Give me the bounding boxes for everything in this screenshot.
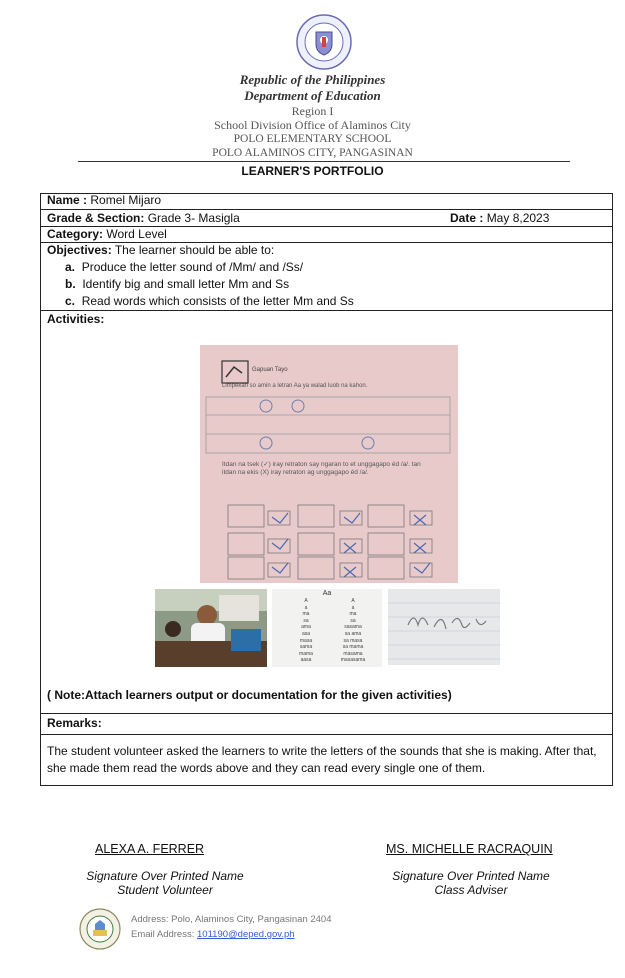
remarks-row (40, 713, 613, 734)
header-department: Department of Education (244, 88, 381, 103)
reading-card-title: Aa (322, 590, 332, 597)
note-text: ( Note:Attach learners output or documentation for the given activities) (47, 688, 452, 702)
note-row (40, 686, 613, 713)
category-row (40, 226, 613, 242)
right-caption-line-1: Signature Over Printed Name (392, 869, 550, 883)
student-volunteer-name: ALEXA A. FERRER (95, 842, 205, 856)
header-school: POLO ELEMENTARY SCHOOL (233, 133, 392, 145)
left-caption-line-2: Student Volunteer (117, 883, 213, 897)
reading-card-column: A a ma sa sasama sa ama sa masa sa mama masama masasama (340, 598, 366, 664)
reading-card-photo (272, 589, 382, 667)
objective-item: b. Identify big and small letter Mm and Ss (65, 277, 290, 291)
class-adviser-name: MS. MICHELLE RACRAQUIN (386, 842, 553, 856)
left-signature-caption (60, 869, 270, 897)
objectives-intro: The learner should be able to: (114, 243, 275, 257)
header-address: POLO ALAMINOS CITY, PANGASINAN (212, 147, 413, 159)
name-value: Romel Mijaro (90, 193, 162, 207)
remarks-label: Remarks: (47, 716, 102, 730)
category-label: Category: (47, 227, 104, 241)
remarks-content-row (40, 734, 613, 786)
classroom-photo (155, 589, 267, 667)
worksheet-instruction-1: Limpekan so amin a letran Aa ya walad luob na kahon. (222, 383, 368, 389)
left-caption-line-1: Signature Over Printed Name (86, 869, 244, 883)
date-value: May 8,2023 (486, 211, 550, 225)
header-division: School Division Office of Alaminos City (214, 118, 411, 132)
grade-value: Grade 3- Masigla (147, 211, 240, 225)
footer-email-label: Email Address: (131, 929, 195, 940)
header-divider (78, 161, 570, 162)
remarks-text: The student volunteer asked the learners to write the letters of the sounds that she is making. After that, she made them read the words above and they can read every single one of them. (47, 744, 597, 775)
worksheet-heading: Gapuan Tayo (252, 367, 288, 373)
objectives-label: Objectives: (47, 243, 112, 257)
grade-label: Grade & Section: (47, 211, 145, 225)
name-label: Name : (47, 193, 88, 207)
date-label: Date : (450, 211, 484, 225)
doc-title: LEARNER'S PORTFOLIO (241, 164, 384, 178)
activities-label: Activities: (47, 312, 105, 326)
objective-item: c. Read words which consists of the letter Mm and Ss (65, 294, 354, 308)
worksheet-instruction-2: Itdan na tsek (✓) iray retraton say ngaran to et unggagapo éd /a/. tan itdan na ekis (X) iray retraton ag unggagapo éd /a/. (222, 461, 421, 476)
footer-email-link[interactable]: 101190@deped.gov.ph (197, 929, 295, 940)
right-caption-line-2: Class Adviser (434, 883, 508, 897)
worksheet-photo (200, 345, 458, 583)
grade-row (40, 209, 613, 226)
deped-seal-logo (296, 14, 352, 70)
school-seal-logo (79, 908, 121, 950)
category-value: Word Level (106, 227, 167, 241)
handwriting-photo (388, 589, 500, 665)
reading-card-column: A a ma sa ama asa masa sama mama aasa (299, 598, 313, 664)
footer-email (131, 929, 295, 940)
header-republic: Republic of the Philippines (239, 72, 386, 87)
date-field (450, 210, 549, 226)
objective-item: a. Produce the letter sound of /Mm/ and /Ss/ (65, 260, 304, 274)
header-region: Region I (291, 104, 334, 118)
footer-address: Address: Polo, Alaminos City, Pangasinan 2404 (131, 914, 332, 925)
name-row (40, 193, 613, 209)
right-signature-caption (366, 869, 576, 897)
